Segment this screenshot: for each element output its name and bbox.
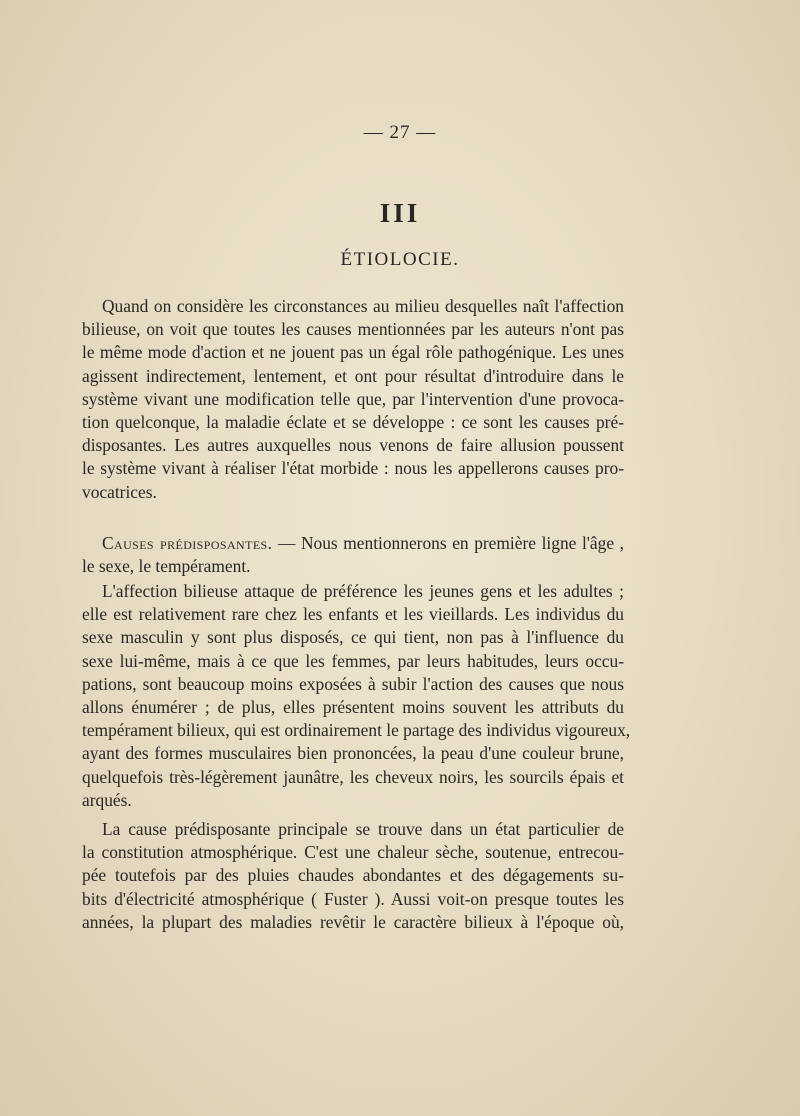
text-line: vocatrices. (82, 481, 157, 502)
text-line: tion quelconque, la maladie éclate et se développe : ce sont les causes pré- (82, 411, 624, 432)
text-line: arqués. (82, 789, 132, 810)
text-line: disposantes. Les autres auxquelles nous venons de faire allusion poussent (82, 435, 624, 456)
text-line: pations, sont beaucoup moins exposées à subir l'action des causes que nous (82, 673, 624, 694)
text-line: allons énumérer ; de plus, elles présentent moins souvent les attributs du (82, 696, 624, 717)
text-fragment: — Nous mentionnerons en première ligne l'âge , (272, 533, 624, 553)
text-line: le sexe, le tempérament. (82, 556, 251, 577)
text-line: la constitution atmosphérique. C'est une chaleur sèche, soutenue, entrecou- (82, 842, 624, 863)
text-line: elle est relativement rare chez les enfants et les vieillards. Les individus du (82, 604, 624, 625)
text-line: le même mode d'action et ne jouent pas un égal rôle pathogénique. Les unes (82, 342, 624, 363)
text-line: tempérament bilieux, qui est ordinairement le partage des individus vigoureux, (82, 720, 631, 741)
paragraph-intro (82, 295, 624, 504)
text-line: ayant des formes musculaires bien prononcées, la peau d'une couleur brune, (82, 743, 624, 764)
text-line: le système vivant à réaliser l'état morbide : nous les appellerons causes pro- (82, 458, 624, 479)
text-line: bits d'électricité atmosphérique ( Fuster ). Aussi voit-on presque toutes les (82, 888, 624, 909)
text-line: agissent indirectement, lentement, et ont pour résultat d'introduire dans le (82, 365, 624, 386)
text-line (82, 532, 624, 555)
text-line: La cause prédisposante principale se trouve dans un état particulier de (102, 819, 624, 839)
text-line: pée toutefois par des pluies chaudes abondantes et des dégagements su- (82, 865, 624, 886)
text-line: bilieuse, on voit que toutes les causes mentionnées par les auteurs n'ont pas (82, 319, 624, 340)
text-line: sexe masculin y sont plus disposés, ce qui tient, non pas à l'influence du (82, 627, 624, 648)
section-title: ÉTIOLOCIE. (340, 249, 460, 270)
section-numeral: III (379, 198, 421, 228)
paragraph-cause-principale (82, 818, 624, 934)
page-number: — 27 — (363, 122, 437, 143)
subsection-heading: Causes prédisposantes. (102, 533, 273, 553)
text-line: Quand on considère les circonstances au milieu desquelles naît l'affection (102, 296, 624, 316)
text-line: L'affection bilieuse attaque de préférence les jeunes gens et les adultes ; (102, 581, 624, 601)
text-line: système vivant une modification telle que, par l'intervention d'une provoca- (82, 388, 624, 409)
text-line: années, la plupart des maladies revêtir le caractère bilieux à l'époque où, (82, 911, 624, 932)
paragraph-causes-heading (82, 532, 624, 578)
text-line: sexe lui-même, mais à ce que les femmes, par leurs habitudes, leurs occu- (82, 650, 624, 671)
paragraph-affection (82, 580, 631, 812)
text-line: quelquefois très-légèrement jaunâtre, les cheveux noirs, les sourcils épais et (82, 766, 624, 787)
